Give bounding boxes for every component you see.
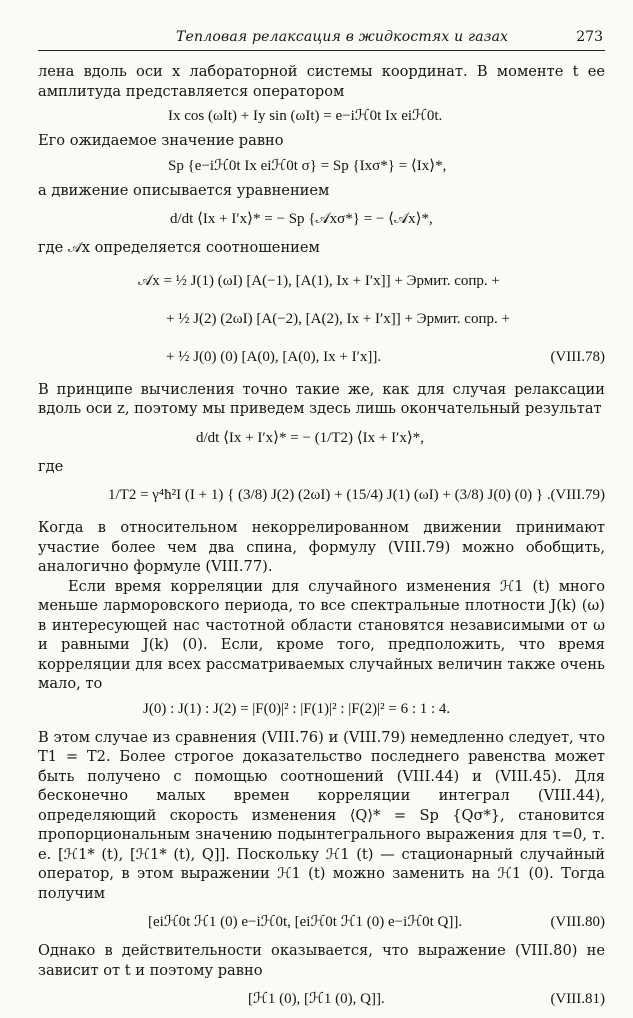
equation-6 bbox=[38, 476, 605, 514]
paragraph-7: Когда в относительном некоррелированном движении принимают участие более чем два спина, формулу (VIII.79) можно обобщить, аналогично формуле (VIII.77). bbox=[38, 519, 605, 575]
paragraph-10: Однако в действительности оказывается, что выражение (VIII.80) не зависит от t и поэтому равно bbox=[38, 942, 605, 979]
equation-7 bbox=[38, 694, 605, 724]
equation-5 bbox=[38, 419, 605, 457]
equation-1-expression: Ix cos (ωIt) + Iy sin (ωIt) = e−iℋ0t Ix eiℋ0t. bbox=[168, 108, 443, 124]
equation-4-line-2-expression: + ½ J(2) (2ωI) [A(−2), [A(2), Ix + I′x]] + Эрмит. сопр. + bbox=[166, 310, 510, 327]
equation-4-line-3-expression: + ½ J(0) (0) [A(0), [A(0), Ix + I′x]]. bbox=[166, 348, 382, 365]
equation-3 bbox=[38, 200, 605, 238]
page-body bbox=[38, 62, 605, 1018]
running-header bbox=[38, 26, 605, 51]
paragraph-1: лена вдоль оси x лабораторной системы координат. В моменте t ее амплитуда представляется оператором bbox=[38, 63, 605, 100]
equation-1 bbox=[38, 101, 605, 131]
paragraph-9: В этом случае из сравнения (VIII.76) и (VIII.79) немедленно следует, что T1 = T2. Более строгое доказательство последнего равенства может быть получено с помощью соотношений (VIII.44) и (VIII.45). Для бесконечно малых времен корреляции интеграл (VIII.44), определяющий скорость изменения ⟨Q⟩* = Sp {Qσ*}, становится пропорциональным значению подынтегрального выражения для τ=0, т. е. [ℋ1* (t), [ℋ1* (t), Q]]. Поскольку ℋ1 (t) — стационарный случайный оператор, в этом выражении ℋ1 (t) можно заменить на ℋ1 (0). Тогда получим bbox=[38, 728, 605, 902]
equation-9-number: (VIII.81) bbox=[550, 991, 605, 1007]
equation-4-line-2 bbox=[38, 300, 605, 338]
equation-6-number: (VIII.79) bbox=[550, 487, 605, 503]
equation-9 bbox=[38, 980, 605, 1018]
page-number: 273 bbox=[576, 29, 603, 45]
paragraph-6: где bbox=[38, 457, 64, 475]
equation-6-expression: 1/T2 = γ⁴ħ²I (I + 1) { (3/8) J(2) (2ωI) + (15/4) J(1) (ωI) + (3/8) J(0) (0) } . bbox=[108, 487, 551, 503]
equation-9-expression: [ℋ1 (0), [ℋ1 (0), Q]]. bbox=[248, 991, 385, 1007]
equation-8-expression: [eiℋ0t ℋ1 (0) e−iℋ0t, [eiℋ0t ℋ1 (0) e−iℋ0t Q]]. bbox=[148, 914, 463, 930]
equation-4-line-1-expression: 𝒜x = ½ J(1) (ωI) [A(−1), [A(1), Ix + I′x]] + Эрмит. сопр. + bbox=[138, 272, 500, 289]
equation-7-expression: J(0) : J(1) : J(2) = |F(0)|² : |F(1)|² : |F(2)|² = 6 : 1 : 4. bbox=[143, 700, 451, 717]
paragraph-8: Если время корреляции для случайного изменения ℋ1 (t) много меньше ларморовского периода, то все спектральные плотности J(k) (ω) в интересующей нас частотной области становятся независимыми от ω и равными J(k) (0). Если, кроме того, предположить, что время корреляции для всех рассматриваемых случайных величин также очень мало, то bbox=[38, 577, 605, 692]
equation-5-expression: d/dt ⟨Ix + I′x⟩* = − (1/T2) ⟨Ix + I′x⟩*, bbox=[196, 429, 424, 446]
equation-4-line-3 bbox=[38, 338, 605, 376]
paragraph-5: В принципе вычисления точно такие же, как для случая релаксации вдоль оси z, поэтому мы приведем здесь лишь окончательный результат bbox=[38, 380, 605, 417]
equation-3-expression: d/dt ⟨Ix + I′x⟩* = − Sp {𝒜xσ*} = − ⟨𝒜x⟩*, bbox=[170, 211, 433, 227]
paragraph-4: где 𝒜x определяется соотношением bbox=[38, 239, 320, 256]
paragraph-3: а движение описывается уравнением bbox=[38, 181, 330, 199]
equation-2-expression: Sp {e−iℋ0t Ix eiℋ0t σ} = Sp {Ixσ*} = ⟨Ix⟩*, bbox=[168, 157, 447, 174]
equation-2 bbox=[38, 151, 605, 181]
equation-4-line-1 bbox=[38, 262, 605, 300]
running-title: Тепловая релаксация в жидкостях и газах bbox=[176, 29, 509, 45]
equation-8-number: (VIII.80) bbox=[550, 914, 605, 930]
equation-4-number: (VIII.78) bbox=[550, 348, 605, 365]
equation-8 bbox=[38, 903, 605, 941]
paragraph-2: Его ожидаемое значение равно bbox=[38, 132, 284, 149]
